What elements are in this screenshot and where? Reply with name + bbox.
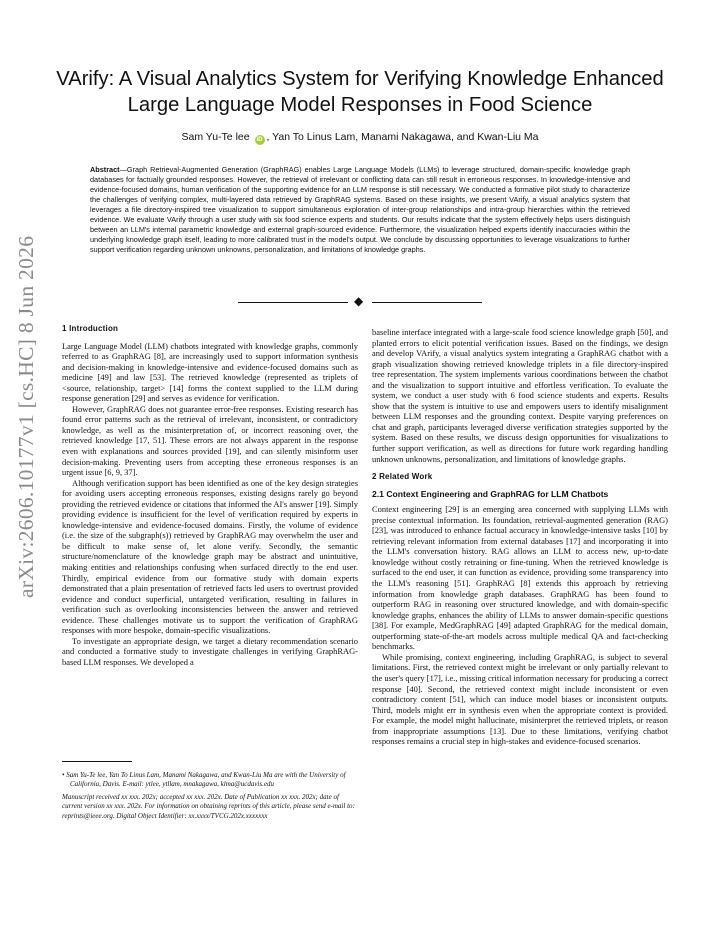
author-list	[40, 131, 680, 145]
intro-paragraph-3: Although verification support has been identified as one of the key design strategies for avoiding users accepting erroneous responses, existing designs rarely go beyond providing the retrieved evidence or citations that informed the AI's answer [19]. Simply providing evidence is insufficient for the level of verification required by experts in knowledge-intensive and evidence-focused domains. Firstly, the volume of evidence (i.e. the size of the subgraph(s)) retrieved by GraphRAG may overwhelm the user and be difficult to make sense of, let alone verify. Secondly, the semantic structure/nomenclature of the knowledge graph may be abstract and unintuitive, making entities and relationships confusing when surfaced directly to the end user. Thirdly, empirical evidence from our formative study with domain experts demonstrated that a plain presentation of retrieved facts led users to overtrust provided evidence and conduct superficial, untargeted verification, resulting in failures in verification such as overlooking inconsistencies between the answer and retrieved evidence. These challenges motivate us to support the verification of GraphRAG responses with more bespoke, domain-specific visualizations.	[62, 477, 358, 636]
footnote-rule	[62, 761, 132, 762]
divider-line-left	[238, 302, 348, 303]
section-divider	[238, 294, 482, 309]
diamond-icon: ◆	[354, 294, 364, 308]
related-paragraph-2: While promising, context engineering, including GraphRAG, is subject to several limitations. First, the retrieved context might be irrelevant or only partially relevant to the user's query [17], i.e., missing critical information necessary for producing a correct response [40]. Second, the retrieved context might include inconsistent or even contradictory content [51], which can induce model biases or inconsistent outputs. Third, models might err in synthesis even when the appropriate context is provided. For example, the model might hallucinate, misinterpret the retrieved triplets, or reason from inappropriate assumptions [13]. Due to these limitations, verifying chatbot responses remains a crucial step in high-stakes and evidence-focused scenarios.	[372, 651, 668, 747]
abstract	[90, 165, 630, 255]
intro-continued-paragraph: baseline interface integrated with a large-scale food science knowledge graph [50], and planted errors to elicit potential verification issues. Based on the findings, we design and develop VArify, a visual analytics system integrating a GraphRAG chatbot with a graph visualization showing retrieved knowledge triplets in a file directory-inspired tree representation. The system implements various coordinations between the chatbot and the visualization to support intuitive and effortless verification. To evaluate the system, we conduct a user study with 6 food science students and experts. Results show that the system is intuitive to use and empowers users to identify misalignment between LLM responses and the grounding context. Despite varying preferences on chat and graph, participants leveraged diverse verification strategies supported by the system. Based on these results, we discuss design opportunities for visualizations to further support verification, as well as directions for future work regarding handling unknown unknowns, personalization, and limitations of knowledge graphs.	[372, 327, 668, 464]
footnote-manuscript: Manuscript received xx xxx. 202x; accepted xx xxx. 202x. Date of Publication xx xxx. 202x; date of current version xx xxx. 202x. For information on obtaining reprints of this article, please send e-mail to: reprints@ieee.org. Digital Object Identifier: xx.xxxx/TVCG.202x.xxxxxxx	[62, 792, 355, 820]
footnote-affiliation: • Sam Yu-Te lee, Yan To Linus Lam, Manami Nakagawa, and Kwan-Liu Ma are with the University of California, Davis. E-mail: ytlee, ytllam, mnakagawa, klma@ucdavis.edu	[62, 771, 346, 789]
intro-paragraph-2: However, GraphRAG does not guarantee error-free responses. Existing research has found error patterns such as the retrieval of irrelevant, inconsistent, or contradictory knowledge, as well as the misinterpretation of, or incorrect reasoning over, the retrieved knowledge [17, 51]. These errors are not always apparent in the response even with explanations and sources provided [19], and can silently misinform user decision-making. Preventing users from accepting these erroneous responses is an urgent issue [6, 9, 37].	[62, 403, 358, 478]
divider-line-right	[372, 302, 482, 303]
first-author: Sam Yu-Te lee	[181, 131, 250, 143]
abstract-label: Abstract	[90, 165, 120, 174]
section-heading-introduction: 1 Introduction	[62, 324, 119, 333]
section-heading-related-work: 2 Related Work	[372, 472, 433, 482]
intro-paragraph-4: To investigate an appropriate design, we target a dietary recommendation scenario and conducted a formative study to investigate challenges in verifying GraphRAG-based LLM responses. We developed a	[62, 635, 358, 667]
arxiv-watermark: arXiv:2606.10177v1 [cs.HC] 8 Jun 2026	[14, 235, 38, 598]
other-authors: , Yan To Linus Lam, Manami Nakagawa, and Kwan-Liu Ma	[266, 131, 539, 143]
orcid-icon[interactable]: iD	[256, 137, 263, 143]
subsection-heading-context-engineering: 2.1 Context Engineering and GraphRAG for LLM Chatbots	[372, 488, 609, 499]
abstract-text: —Graph Retrieval-Augmented Generation (GraphRAG) enables Large Language Models (LLMs) to leverage structured, domain-specific knowledge graph databases for factually grounded responses. However, the retrieval of irrelevant or conflicting data can still result in erroneous responses. In knowledge-intensive and evidence-focused domains, human verification of the supporting evidence for an LLM response is still necessary. We conducted a formative pilot study to characterize the challenges of verifying complex, multi-layered data retrieved by GraphRAG systems. Based on these insights, we present VArify, a visual analytics system that leverages a file directory-inspired tree visualization to support simultaneous exploration of inter-group relationships and intra-group hierarchies within the retrieved evidence. We evaluate VArify through a user study with six food science experts and students. Our results indicate that the system effectively helps users distinguish between an LLM's internal parametric knowledge and external graph-sourced evidence. Furthermore, the visualization helped experts identify inaccuracies within the underlying knowledge graph itself, leading to more calibrated trust in the model's output. We conclude by discussing opportunities to leverage visualizations to further support verification regarding unknown unknowns, personalization, and limitations of knowledge graphs.	[90, 165, 630, 255]
left-column	[62, 324, 358, 668]
right-column	[372, 327, 668, 747]
intro-paragraph-1: Large Language Model (LLM) chatbots integrated with knowledge graphs, commonly referred to as GraphRAG [8], are increasingly used to support information synthesis and decision-making in knowledge-intensive and evidence-focused domains such as medicine [49] and law [53]. The retrieved knowledge (represented as triplets of <source, relationship, target> [14] forms the context supplied to the LLM during response generation [29] and serves as evidence for verification.	[62, 340, 358, 404]
paper-title: VArify: A Visual Analytics System for Verifying Knowledge Enhanced Large Language Model Responses in Food Science	[56, 68, 664, 116]
footnote	[62, 771, 358, 824]
related-paragraph-1: Context engineering [29] is an emerging area concerned with supplying LLMs with precise contextual information. Its foundation, retrieval-augmented generation (RAG) [23], was introduced to enhance factual accuracy in knowledge-intensive tasks [10] by retrieving relevant information from external databases [17] and incorporating it into the LLM's conversation history. RAG allows an LLM to access new, up-to-date knowledge without costly retraining or fine-tuning. When the retrieved knowledge is surfaced to the end user, it can function as evidence, providing some transparency into the LLM's reasoning [51]. GraphRAG [8] extends this approach by retrieving information from knowledge graph databases. GraphRAG has been found to outperform RAG in reasoning over structured knowledge, and with domain-specific knowledge graphs, enhances the ability of LLMs to answer domain-specific questions [38]. For example, MedGraphRAG [49] adapted GraphRAG for the medical domain, outperforming state-of-the-art models across multiple medical QA and fact-checking benchmarks.	[372, 504, 668, 652]
